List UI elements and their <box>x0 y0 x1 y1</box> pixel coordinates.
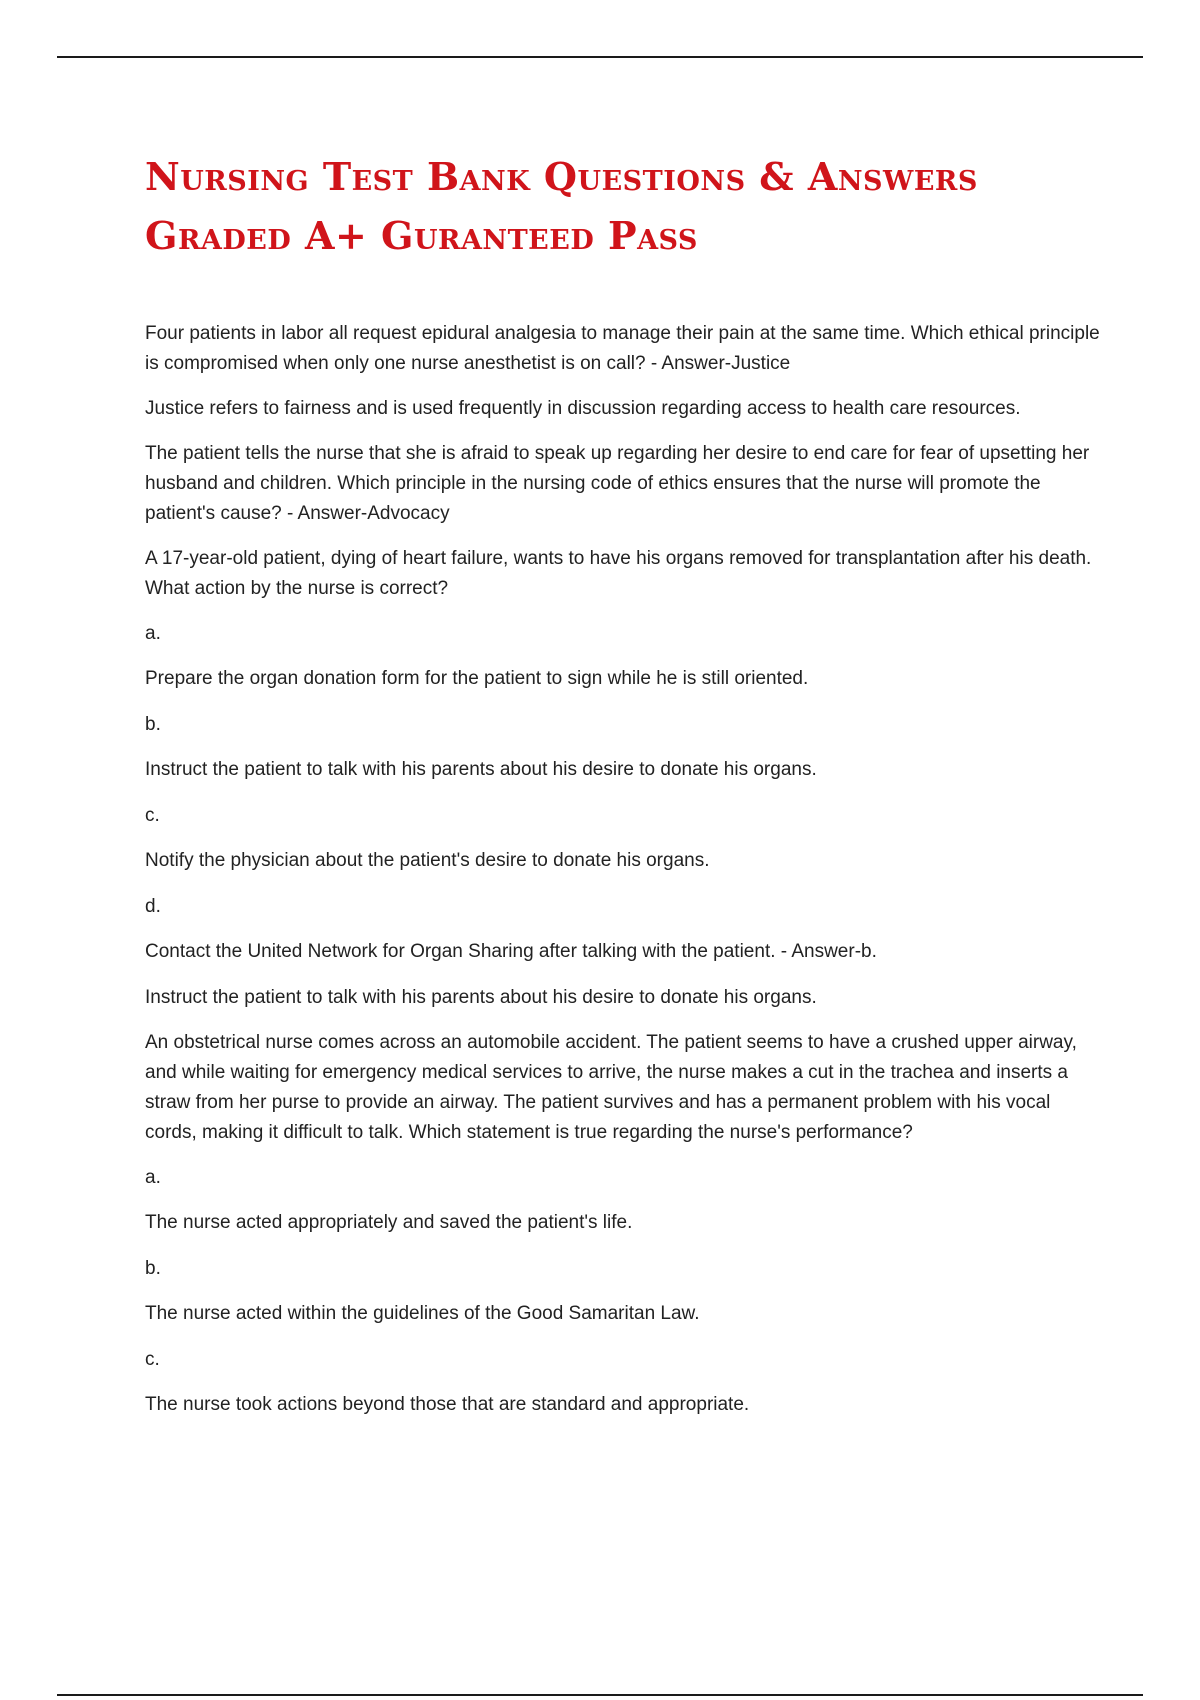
paragraph-q3: A 17-year-old patient, dying of heart failure, wants to have his organs removed for transplantation after his death. What action by the nurse is correct? <box>145 548 1092 599</box>
option-text: Instruct the patient to talk with his parents about his desire to donate his organs. <box>145 759 817 780</box>
option-text: The nurse acted appropriately and saved the patient's life. <box>145 1212 633 1233</box>
option-label: b. <box>145 714 161 735</box>
option-label: d. <box>145 896 161 917</box>
option-text: Prepare the organ donation form for the patient to sign while he is still oriented. <box>145 668 809 689</box>
option-text-with-answer: Contact the United Network for Organ Sharing after talking with the patient. - Answer-b. <box>145 941 877 962</box>
document-body <box>145 319 1100 1436</box>
option-text: The nurse took actions beyond those that are standard and appropriate. <box>145 1394 750 1415</box>
paragraph-q2: The patient tells the nurse that she is afraid to speak up regarding her desire to end care for fear of upsetting her husband and children. Which principle in the nursing code of ethics ensures that the nurse will promote the patient's cause? - Answer-Advocacy <box>145 443 1090 524</box>
document-title: Nursing Test Bank Questions & Answers Graded A+ Guranteed Pass <box>145 154 978 258</box>
option-text: The nurse acted within the guidelines of the Good Samaritan Law. <box>145 1303 700 1324</box>
bottom-rule <box>57 1694 1143 1696</box>
paragraph-q3-answer: Instruct the patient to talk with his parents about his desire to donate his organs. <box>145 987 817 1008</box>
paragraph-q1: Four patients in labor all request epidural analgesia to manage their pain at the same time. Which ethical principle is compromised when only one nurse anesthetist is on call? - Answer-Justice <box>145 323 1100 374</box>
option-text: Notify the physician about the patient's desire to donate his organs. <box>145 850 710 871</box>
option-label: b. <box>145 1258 161 1279</box>
option-label: a. <box>145 623 161 644</box>
paragraph-q4: An obstetrical nurse comes across an automobile accident. The patient seems to have a crushed upper airway, and while waiting for emergency medical services to arrive, the nurse makes a cut in the trachea and inserts a straw from her purse to provide an airway. The patient survives and has a permanent problem with his vocal cords, making it difficult to talk. Which statement is true regarding the nurse's performance? <box>145 1032 1077 1143</box>
top-rule <box>57 56 1143 58</box>
option-label: a. <box>145 1167 161 1188</box>
option-label: c. <box>145 1349 160 1370</box>
option-label: c. <box>145 805 160 826</box>
paragraph-q1-rationale: Justice refers to fairness and is used frequently in discussion regarding access to health care resources. <box>145 398 1021 419</box>
